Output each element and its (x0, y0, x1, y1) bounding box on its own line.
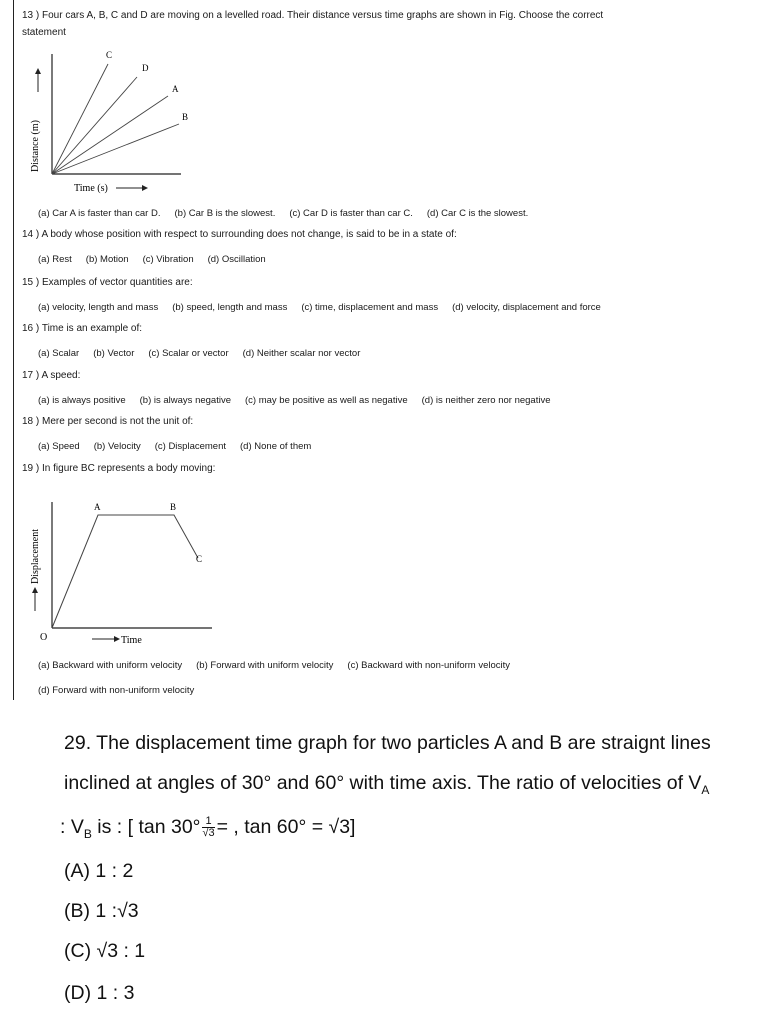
q15-option-d[interactable]: (d) velocity, displacement and force (452, 302, 601, 313)
q29-option-b[interactable]: (B) 1 :√3 (64, 900, 139, 922)
graph2-xlabel: Time (121, 635, 142, 646)
graph1-label-a: A (172, 84, 179, 94)
question-19-options-row2 (38, 685, 208, 697)
q18-option-b[interactable]: (b) Velocity (93, 441, 141, 452)
question-14-text: 14 ) A body whose position with respect to surrounding does not change, is said to be in a state of: (22, 229, 457, 240)
question-13-text: 13 ) Four cars A, B, C and D are moving on a levelled road. Their distance versus time graphs are shown in Fig. Choose the correct (22, 10, 604, 21)
q13-option-b[interactable]: (b) Car B is the slowest. (174, 208, 276, 219)
q13-option-c[interactable]: (c) Car D is faster than car C. (289, 208, 413, 219)
question-19-options (38, 660, 524, 672)
fraction-1-over-root3: $\frac{1}{√3}$ (202, 815, 215, 840)
q15-option-a[interactable]: (a) velocity, length and mass (38, 302, 159, 313)
graph1-label-d: D (142, 63, 149, 73)
graph2-label-c: C (196, 554, 203, 564)
question-15-options (38, 302, 601, 314)
graph1-xlabel: Time (s) (74, 183, 108, 194)
q14-option-a[interactable]: (a) Rest (38, 254, 72, 265)
question-29-line1: 29. The displacement time graph for two particles A and B are straignt lines (64, 732, 711, 754)
question-18-text: 18 ) Mere per second is not the unit of: (22, 416, 194, 427)
q18-option-d[interactable]: (d) None of them (240, 441, 312, 452)
graph2-label-o: O (40, 632, 48, 643)
graph1-label-c: C (106, 50, 113, 60)
page-border (13, 0, 14, 700)
q17-option-d[interactable]: (d) is neither zero nor negative (421, 395, 551, 406)
graph1-label-b: B (182, 112, 189, 122)
q14-option-d[interactable]: (d) Oscillation (207, 254, 266, 265)
q13-option-d[interactable]: (d) Car C is the slowest. (426, 208, 529, 219)
question-15-text: 15 ) Examples of vector quantities are: (22, 277, 193, 288)
q17-option-b[interactable]: (b) is always negative (139, 395, 231, 406)
graph2-label-a: A (94, 502, 101, 512)
q15-option-b[interactable]: (b) speed, length and mass (172, 302, 288, 313)
q29-option-c[interactable]: (C) √3 : 1 (64, 940, 146, 962)
q19-option-d[interactable]: (d) Forward with non-uniform velocity (38, 685, 195, 696)
distance-time-graph (24, 44, 194, 200)
question-14-options (38, 254, 280, 266)
question-17-text: 17 ) A speed: (22, 370, 81, 381)
q16-option-b[interactable]: (b) Vector (93, 348, 135, 359)
question-18-options (38, 441, 325, 453)
q13-option-a[interactable]: (a) Car A is faster than car D. (38, 208, 161, 219)
question-29-line3: : $V_B$ is : [ tan 30° $\frac{1}{√3}$ = , tan 60° = √3] (60, 815, 356, 841)
q19-option-a[interactable]: (a) Backward with uniform velocity (38, 660, 183, 671)
q16-option-d[interactable]: (d) Neither scalar nor vector (242, 348, 361, 359)
q18-option-a[interactable]: (a) Speed (38, 441, 80, 452)
displacement-time-graph (24, 496, 224, 648)
graph2-label-b: B (170, 502, 177, 512)
q29-option-a[interactable]: (A) 1 : 2 (64, 860, 134, 882)
question-16-text: 16 ) Time is an example of: (22, 323, 143, 334)
graph1-ylabel: Distance (m) (30, 120, 41, 172)
q17-option-a[interactable]: (a) is always positive (38, 395, 126, 406)
question-29-line2: inclined at angles of 30° and 60° with time axis. The ratio of velocities of $V_A$ (64, 772, 710, 797)
question-19-text: 19 ) In figure BC represents a body moving: (22, 463, 216, 474)
q29-option-d[interactable]: (D) 1 : 3 (64, 982, 135, 1004)
question-13-text-cont: statement (22, 27, 66, 38)
q17-option-c[interactable]: (c) may be positive as well as negative (245, 395, 408, 406)
question-13-options (38, 208, 542, 220)
q19-option-c[interactable]: (c) Backward with non-uniform velocity (347, 660, 511, 671)
q18-option-c[interactable]: (c) Displacement (154, 441, 227, 452)
q14-option-c[interactable]: (c) Vibration (142, 254, 194, 265)
q14-option-b[interactable]: (b) Motion (85, 254, 129, 265)
graph2-ylabel: Displacement (30, 529, 41, 584)
q16-option-c[interactable]: (c) Scalar or vector (148, 348, 229, 359)
q19-option-b[interactable]: (b) Forward with uniform velocity (196, 660, 334, 671)
q15-option-c[interactable]: (c) time, displacement and mass (301, 302, 439, 313)
question-17-options (38, 395, 564, 407)
graph2-path (52, 515, 198, 628)
q16-option-a[interactable]: (a) Scalar (38, 348, 80, 359)
question-16-options (38, 348, 374, 360)
